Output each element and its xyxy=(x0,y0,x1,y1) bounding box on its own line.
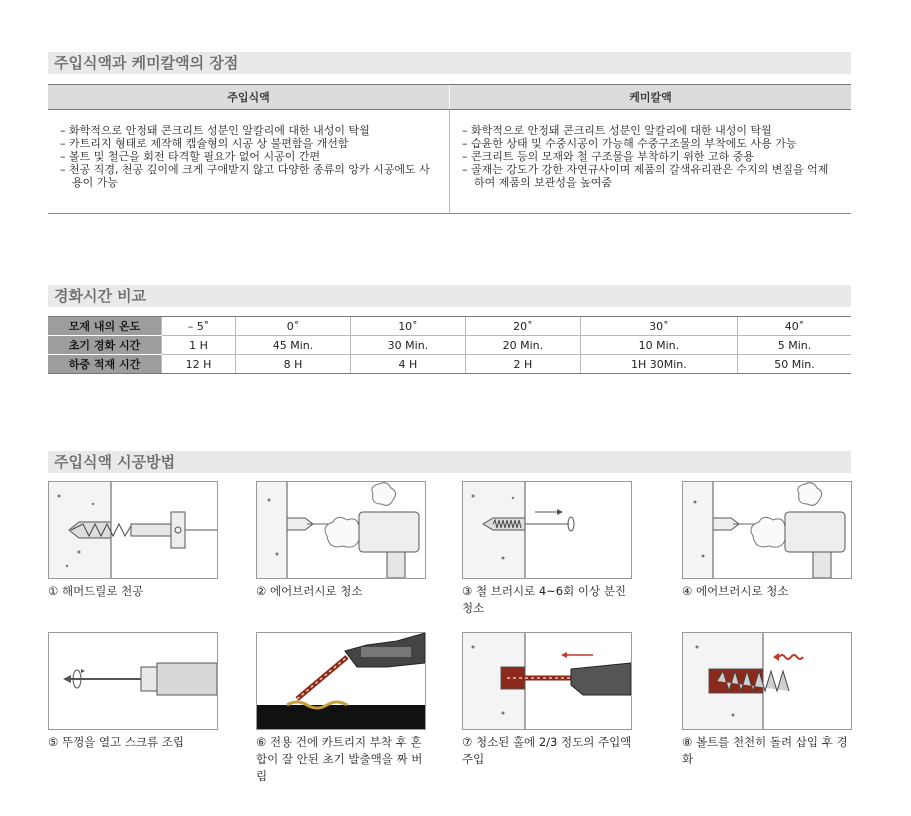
air-brush-illustration xyxy=(682,481,852,579)
step-3 xyxy=(462,481,632,617)
step-caption: ③ 철 브러시로 4~6회 이상 분진청소 xyxy=(462,584,626,615)
list-item: – 습윤한 상태 및 수중시공이 가능해 수중구조물의 부착에도 사용 가능 xyxy=(462,137,837,150)
step-2 xyxy=(256,481,426,600)
table-cell: 12 H xyxy=(162,355,236,374)
table-cell: 50 Min. xyxy=(737,355,851,374)
table-cell: 1H 30Min. xyxy=(580,355,737,374)
inject-resin-illustration xyxy=(462,632,632,730)
table-row xyxy=(48,355,851,374)
step-5 xyxy=(48,632,218,751)
table-cell: 40˚ xyxy=(737,317,851,336)
row-header: 하중 적재 시간 xyxy=(48,355,162,374)
step-4 xyxy=(682,481,852,600)
advantages-table xyxy=(48,84,851,214)
table-cell: 20˚ xyxy=(465,317,580,336)
step-caption: ② 에어브러시로 청소 xyxy=(256,584,363,598)
injection-advantages xyxy=(48,110,450,214)
list-item: – 카트리지 형태로 제작해 캡슐형의 시공 상 불편함을 개선함 xyxy=(60,137,435,150)
step-6 xyxy=(256,632,426,785)
step-8 xyxy=(682,632,852,768)
hammer-drill-illustration xyxy=(48,481,218,579)
step-caption: ① 해머드릴로 천공 xyxy=(48,584,144,598)
table-cell: 20 Min. xyxy=(465,336,580,355)
steel-brush-illustration xyxy=(462,481,632,579)
table-cell: – 5˚ xyxy=(162,317,236,336)
section-title-cure-time: 경화시간 비교 xyxy=(48,285,851,307)
step-1 xyxy=(48,481,218,600)
chemical-advantages xyxy=(450,110,852,214)
table-cell: 30 Min. xyxy=(350,336,465,355)
dispense-gun-illustration xyxy=(256,632,426,730)
cure-time-table xyxy=(48,316,851,374)
insert-bolt-illustration xyxy=(682,632,852,730)
step-caption: ⑦ 청소된 홀에 2/3 정도의 주입액 주입 xyxy=(462,735,632,766)
table-cell: 1 H xyxy=(162,336,236,355)
section-title-method: 주입식액 시공방법 xyxy=(48,451,851,473)
col-header-injection: 주입식액 xyxy=(48,85,450,110)
table-row xyxy=(48,336,851,355)
list-item: – 골재는 강도가 강한 자연규사이며 제품의 갈색유리관은 수지의 변질을 억제하여 제품의 보관성을 높여줌 xyxy=(462,163,837,189)
table-cell: 0˚ xyxy=(236,317,351,336)
step-caption: ④ 에어브러시로 청소 xyxy=(682,584,789,598)
table-cell: 10˚ xyxy=(350,317,465,336)
table-cell: 8 H xyxy=(236,355,351,374)
table-cell: 30˚ xyxy=(580,317,737,336)
step-caption: ⑥ 전용 건에 카트리지 부착 후 혼합이 잘 안된 초기 발출액을 짜 버림 xyxy=(256,735,423,783)
cartridge-screw-illustration xyxy=(48,632,218,730)
row-header: 초기 경화 시간 xyxy=(48,336,162,355)
list-item: – 콘크리트 등의 모재와 철 구조물을 부착하기 위한 고하 중용 xyxy=(462,150,837,163)
step-caption: ⑤ 뚜껑을 열고 스크류 조립 xyxy=(48,735,185,749)
table-row xyxy=(48,317,851,336)
col-header-chemical: 케미칼액 xyxy=(450,85,852,110)
list-item: – 화학적으로 안정돼 콘크리트 성분인 알칼리에 대한 내성이 탁월 xyxy=(60,124,435,137)
table-cell: 45 Min. xyxy=(236,336,351,355)
list-item: – 화학적으로 안정돼 콘크리트 성분인 알칼리에 대한 내성이 탁월 xyxy=(462,124,837,137)
table-cell: 2 H xyxy=(465,355,580,374)
row-header: 모재 내의 온도 xyxy=(48,317,162,336)
table-cell: 5 Min. xyxy=(737,336,851,355)
list-item: – 볼트 및 철근을 회전 타격할 필요가 없어 시공이 간편 xyxy=(60,150,435,163)
air-brush-illustration xyxy=(256,481,426,579)
table-cell: 4 H xyxy=(350,355,465,374)
step-caption: ⑧ 볼트를 천천히 돌려 삽입 후 경화 xyxy=(682,735,848,766)
step-7 xyxy=(462,632,632,768)
table-cell: 10 Min. xyxy=(580,336,737,355)
list-item: – 천공 직경, 천공 깊이에 크게 구애받지 않고 다양한 종류의 앙카 시공에도 사용이 가능 xyxy=(60,163,435,189)
section-title-advantages: 주입식액과 케미칼액의 장점 xyxy=(48,52,851,74)
